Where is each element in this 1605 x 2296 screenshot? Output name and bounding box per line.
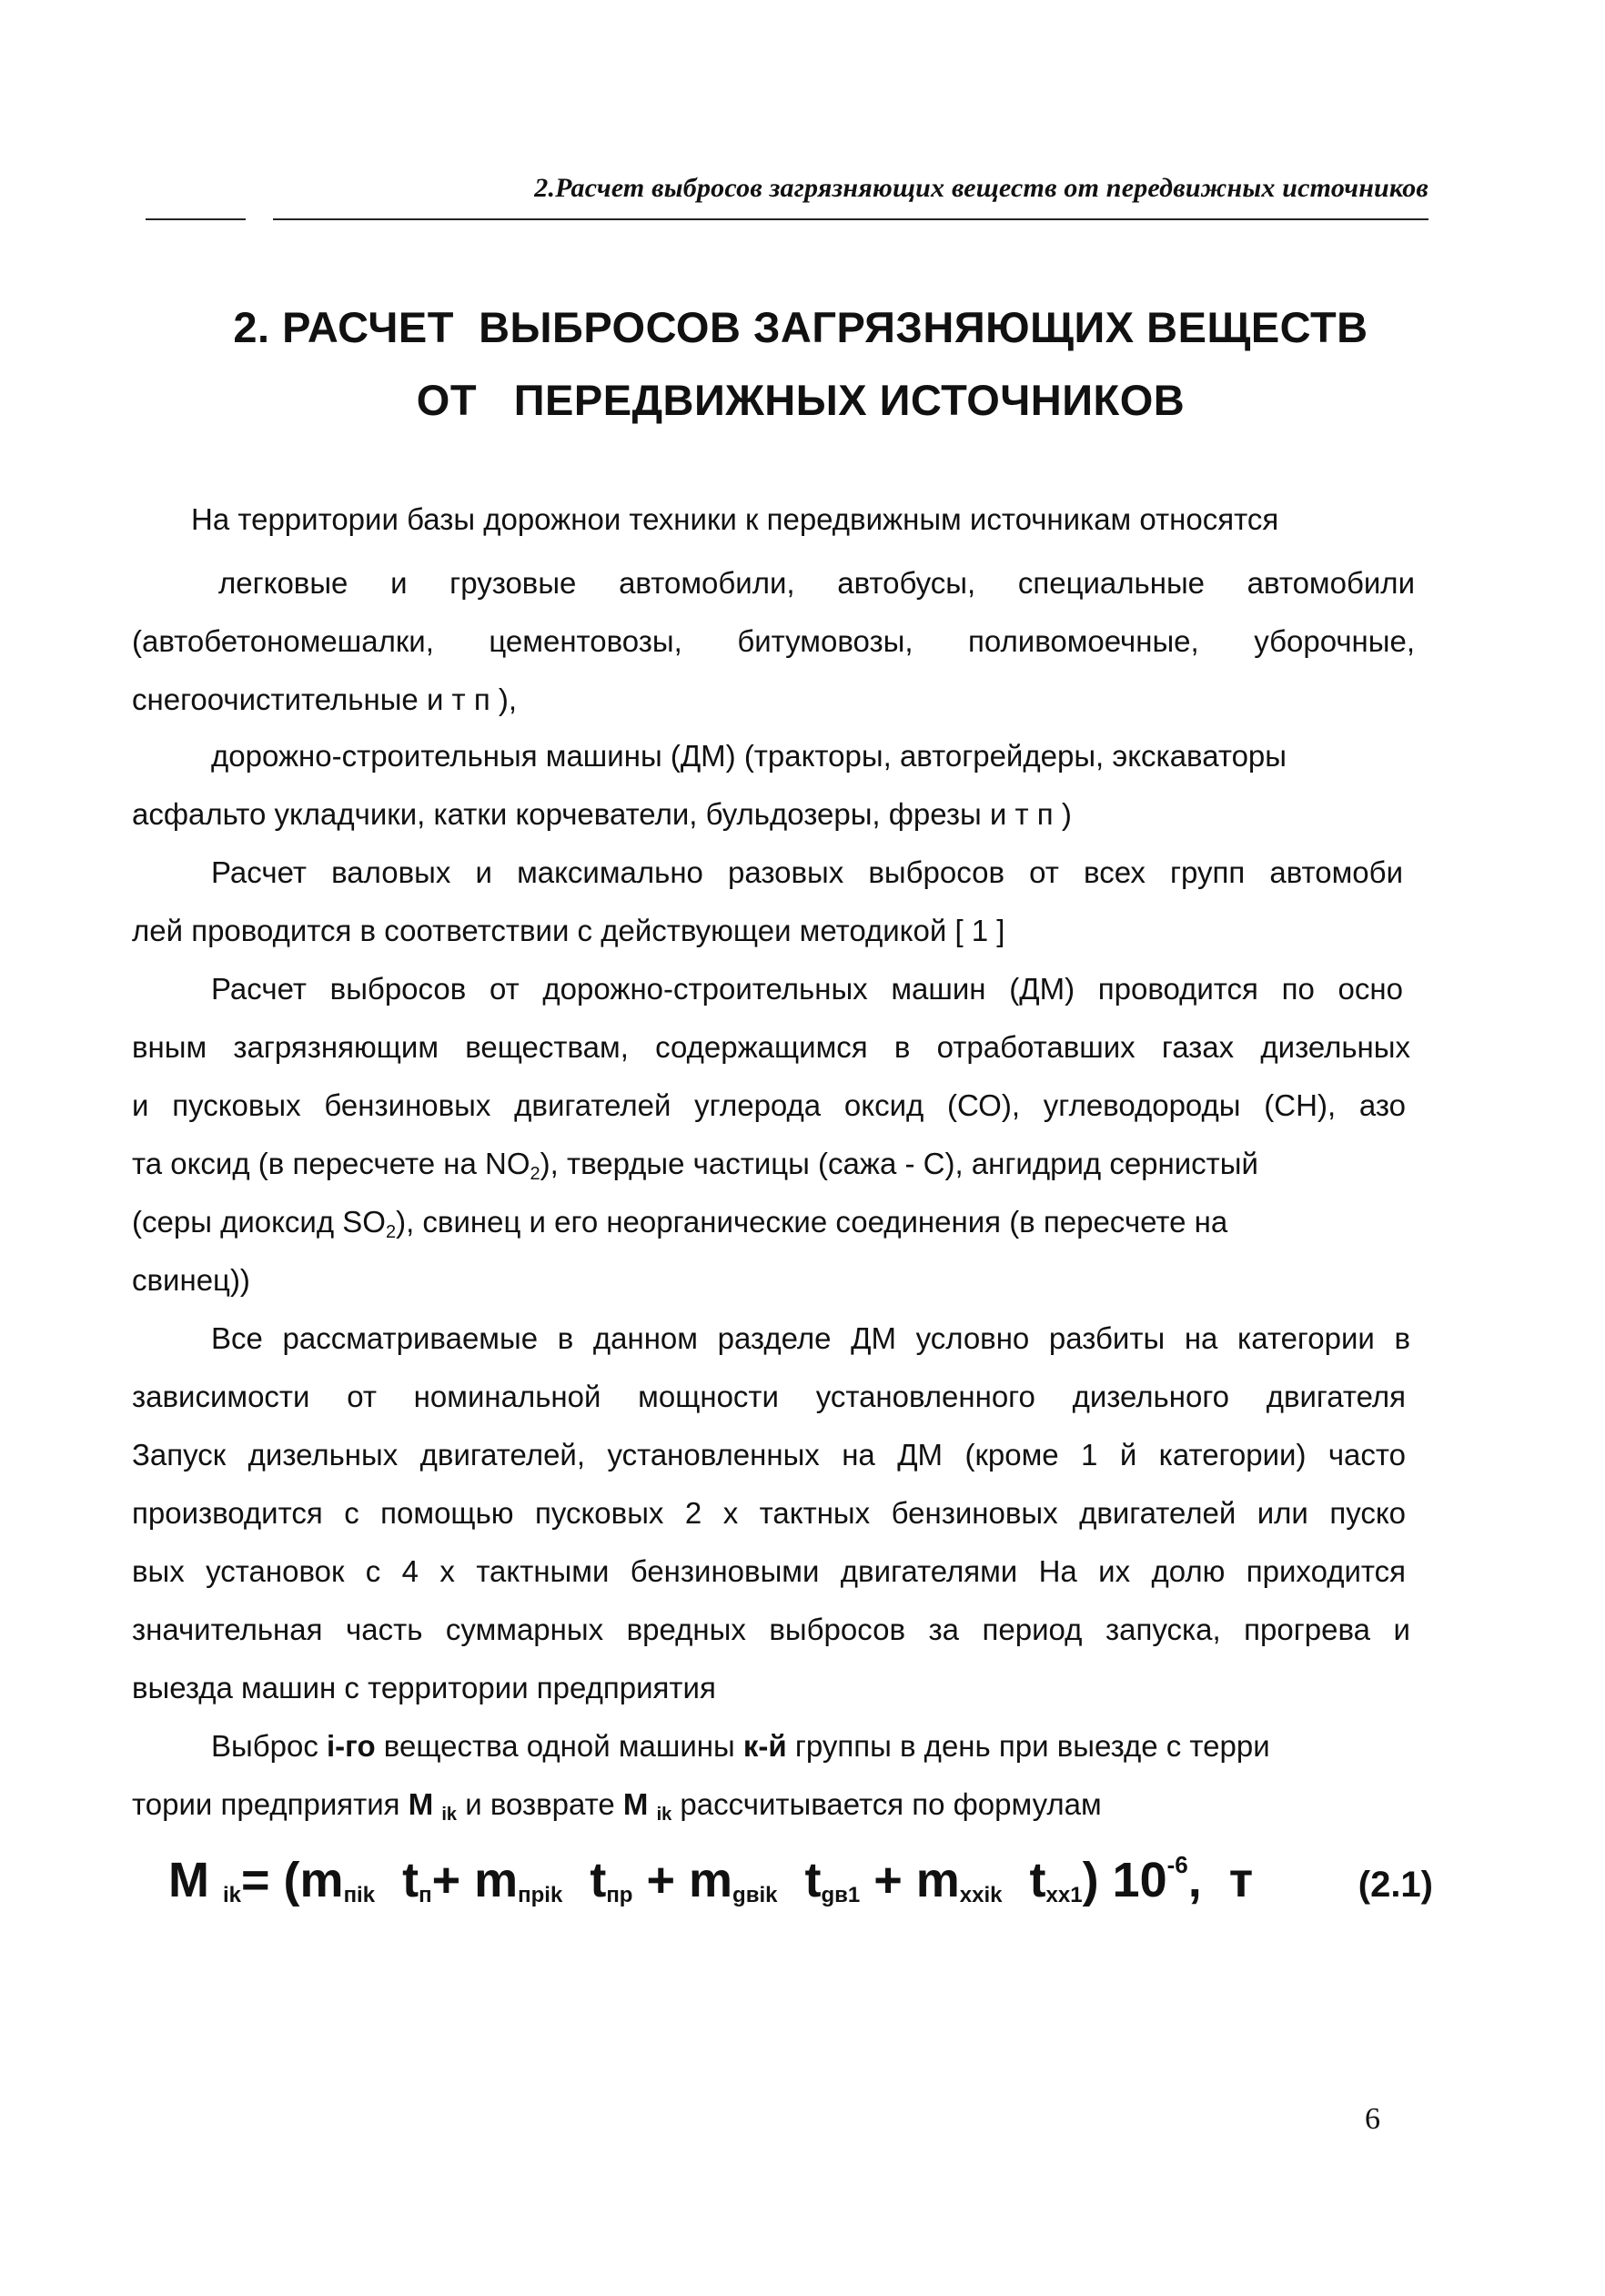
formula-t-1: t — [375, 1853, 419, 1907]
p2-line-2: асфальто укладчики, катки корчеватели, бульдозеры, фрезы и т п ) — [132, 797, 1072, 831]
p6-m-return-sub: ik — [656, 1805, 672, 1825]
chapter-title-line-1: 2. РАСЧЕТ ВЫБРОСОВ ЗАГРЯЗНЯЮЩИХ ВЕЩЕСТВ — [233, 303, 1368, 351]
p6-line-2 — [132, 1787, 1102, 1826]
p5-line-1: Все рассматриваемые в данном разделе ДМ условно разбиты на категории в — [211, 1321, 1410, 1355]
formula-sub-5: gвik — [732, 1883, 778, 1907]
p4-line-5-sub: 2 — [385, 1222, 397, 1242]
formula-sub-3: прik — [518, 1883, 563, 1907]
formula-sub-4: пр — [606, 1883, 633, 1907]
p4-line-5-b: ), свинец и его неорганические соединения (в пересчете на — [396, 1205, 1228, 1239]
formula-number: (2.1) — [1358, 1865, 1433, 1905]
p4-line-2: вным загрязняющим веществам, содержащимся в отработавших газах дизельных — [132, 1030, 1410, 1064]
p4-line-4-a: та оксид (в пересчете на NO — [132, 1147, 530, 1180]
p4-line-5 — [132, 1205, 1227, 1243]
p4-line-6: свинец)) — [132, 1263, 250, 1297]
formula-exponent: -6 — [1166, 1851, 1188, 1878]
formula-m: М — [168, 1853, 223, 1907]
p4-line-5-a: (серы диоксид SO — [132, 1205, 386, 1239]
p1-line-2: легковые и грузовые автомобили, автобусы, специальные автомобили — [218, 566, 1415, 600]
p2-line-1: дорожно-строительныя машины (ДМ) (тракторы, автогрейдеры, экскаваторы — [211, 739, 1287, 773]
formula-expression — [168, 1852, 1253, 1908]
p5-line-7: выезда машин с территории предприятия — [132, 1671, 716, 1704]
p5-line-5: вых установок с 4 х тактными бензиновыми двигателями На их долю приходится — [132, 1554, 1406, 1588]
formula-plus-1: + m — [431, 1853, 519, 1907]
header-rule-left — [146, 218, 246, 220]
formula-sub-2: п — [419, 1883, 432, 1907]
p4-line-4-sub: 2 — [530, 1164, 540, 1184]
p5-line-2: зависимости от номинальной мощности установленного дизельного двигателя — [132, 1380, 1406, 1413]
chapter-title — [146, 291, 1456, 437]
p6-line-2-a: тории предприятия — [132, 1787, 409, 1821]
p6-line-1-e: группы в день при выезде с терри — [786, 1729, 1270, 1763]
formula-t-2: t — [562, 1853, 607, 1907]
p6-line-1-c: вещества одной машины — [375, 1729, 743, 1763]
p6-line-1-a: Выброс — [211, 1729, 328, 1763]
formula-sub-6: gв1 — [821, 1883, 861, 1907]
formula-m-sub: ik — [223, 1883, 242, 1907]
p5-line-6: значительная часть суммарных вредных выбросов за период запуска, прогрева и — [132, 1613, 1410, 1646]
formula-plus-2: + m — [632, 1853, 733, 1907]
p6-line-1 — [211, 1729, 1270, 1764]
running-header: 2.Расчет выбросов загрязняющих веществ от передвижных источников — [534, 173, 1428, 203]
formula-eq: = (m — [241, 1853, 344, 1907]
p4-line-1: Расчет выбросов от дорожно-строительных машин (ДМ) проводится по осно — [211, 972, 1403, 1006]
p1-line-3: (автобетономешалки, цементовозы, битумовозы, поливомоечные, уборочные, — [132, 624, 1415, 658]
p4-line-4-b: ), твердые частицы (сажа - С), ангидрид сернистый — [540, 1147, 1258, 1180]
formula-sub-1: пik — [343, 1883, 376, 1907]
formula-t-4: t — [1002, 1853, 1046, 1907]
p1-line-1: На территории базы дорожнои техники к передвижным источникам относятся — [191, 502, 1279, 536]
page-number: 6 — [1365, 2102, 1380, 2136]
formula-sub-7: xxik — [959, 1883, 1003, 1907]
formula-close: ) 10 — [1082, 1853, 1167, 1907]
p6-m-return: М — [622, 1787, 657, 1821]
p4-line-3: и пусковых бензиновых двигателей углерода оксид (СО), углеводороды (СН), азо — [132, 1088, 1406, 1122]
header-rule-right — [273, 218, 1428, 220]
p6-line-2-c: и возврате — [457, 1787, 623, 1821]
p3-line-2: лей проводится в соответствии с действующеи методикой [ 1 ] — [132, 914, 1005, 947]
p4-line-4 — [132, 1147, 1258, 1185]
p1-line-4: снегоочистительные и т п ), — [132, 683, 518, 716]
p5-line-3: Запуск дизельных двигателей, установленных на ДМ (кроме 1 й категории) часто — [132, 1438, 1406, 1472]
formula-t-3: t — [777, 1853, 822, 1907]
p6-i-th: i-го — [327, 1729, 376, 1763]
p6-m-exit: М — [408, 1787, 442, 1821]
formula-sub-8: xx1 — [1045, 1883, 1083, 1907]
formula-2-1 — [168, 1852, 1433, 1908]
p5-line-4: производится с помощью пусковых 2 х тактных бензиновых двигателей или пуско — [132, 1496, 1406, 1530]
p3-line-1: Расчет валовых и максимально разовых выбросов от всех групп автомоби — [211, 855, 1403, 889]
formula-plus-3: + m — [860, 1853, 960, 1907]
p6-m-exit-sub: ik — [441, 1805, 458, 1825]
p6-line-2-e: рассчитывается по формулам — [671, 1787, 1102, 1821]
formula-unit: , т — [1187, 1853, 1254, 1907]
p6-k-th: к-й — [742, 1729, 787, 1763]
chapter-title-line-2: ОТ ПЕРЕДВИЖНЫХ ИСТОЧНИКОВ — [416, 376, 1186, 424]
